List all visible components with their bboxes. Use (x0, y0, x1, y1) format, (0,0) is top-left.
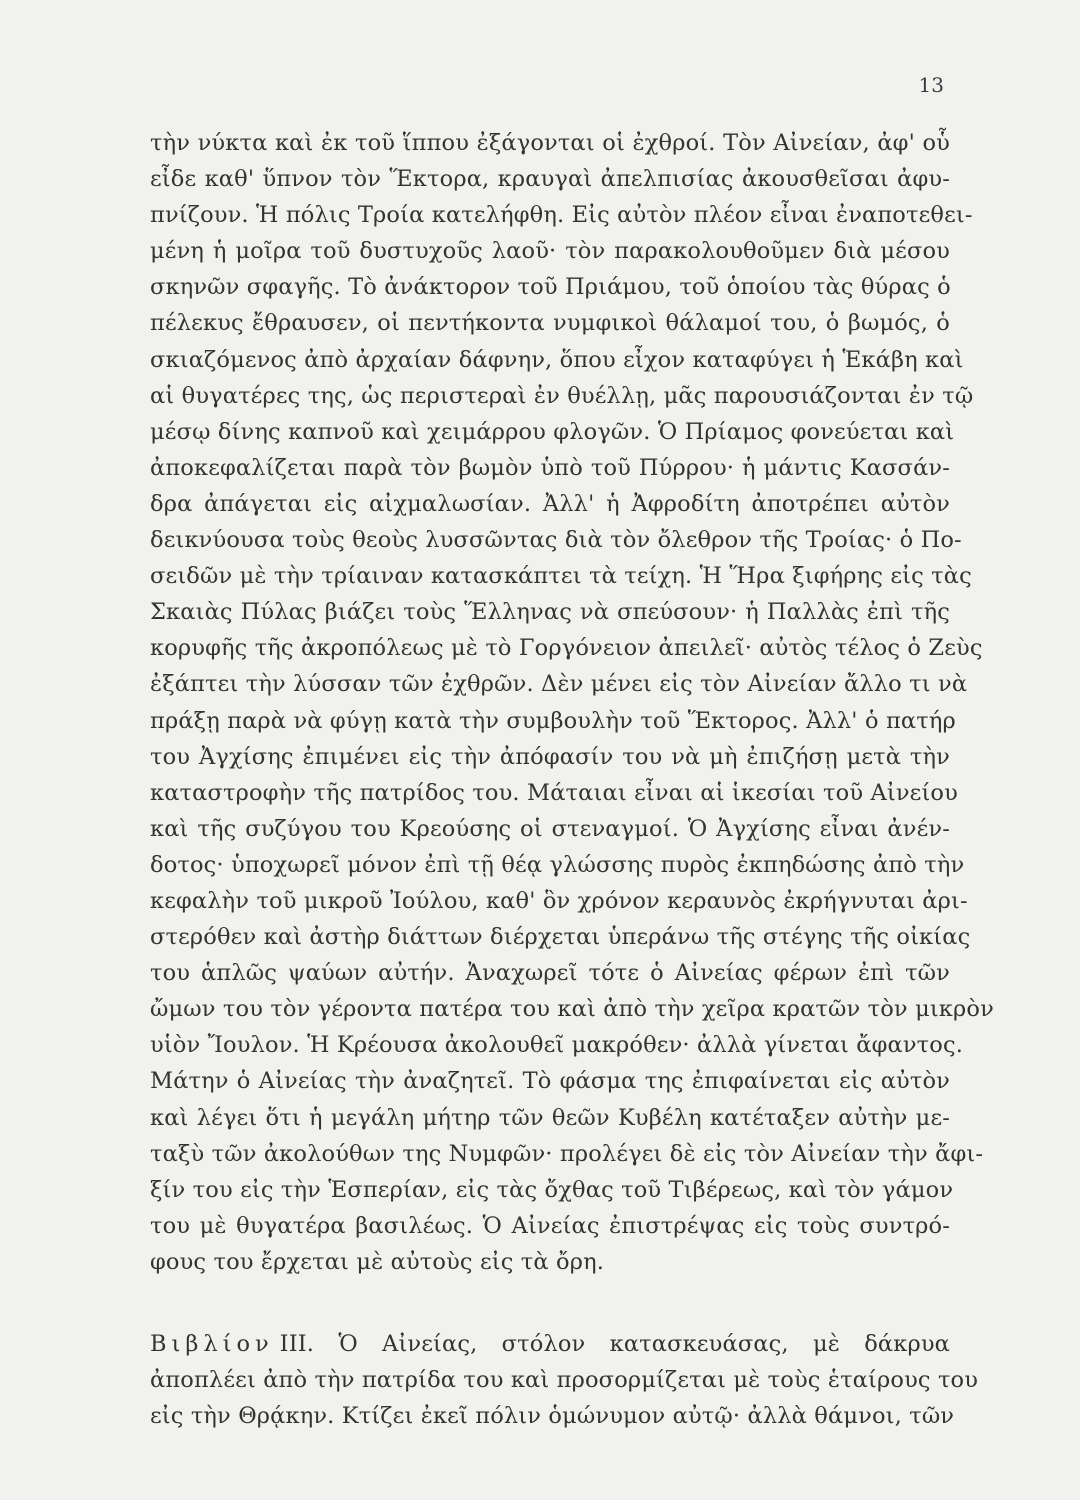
text-line: σκηνῶν σφαγῆς. Τὸ ἀνάκτορον τοῦ Πριάμου, τοῦ ὁποίου τὰς θύρας ὁ (150, 274, 951, 301)
text-line: σειδῶν μὲ τὴν τρίαιναν κατασκάπτει τὰ τείχη. Ἡ Ἥρα ξιφήρης εἰς τὰς (150, 563, 972, 590)
text-line: δοτος· ὑποχωρεῖ μόνον ἐπὶ τῇ θέᾳ γλώσσης πυρὸς ἐκπηδώσης ἀπὸ τὴν (150, 851, 965, 878)
book-heading: Βιβλίον (150, 1331, 274, 1357)
text-line: πράξῃ παρὰ νὰ φύγῃ κατὰ τὴν συμβουλὴν τοῦ Ἕκτορος. Ἀλλ' ὁ πατήρ (150, 707, 956, 734)
text-line: μέσῳ δίνης καπνοῦ καὶ χειμάρρου φλογῶν. Ὁ Πρίαμος φονεύεται καὶ (150, 418, 955, 445)
text-line: κεφαλὴν τοῦ μικροῦ Ἰούλου, καθ' ὃν χρόνον κεραυνὸς ἐκρήγνυται ἀρι- (150, 887, 968, 914)
text-line: τὴν νύκτα καὶ ἐκ τοῦ ἵππου ἐξάγονται οἱ ἐχθροί. Τὸν Αἰνείαν, ἀφ' οὗ (150, 130, 950, 156)
text-line: δρα ἀπάγεται εἰς αἰχμαλωσίαν. Ἀλλ' ἡ Ἀφροδίτη ἀποτρέπει αὐτὸν (150, 490, 950, 517)
text-line: Μάτην ὁ Αἰνείας τὴν ἀναζητεῖ. Τὸ φάσμα της ἐπιφαίνεται εἰς αὐτὸν (150, 1068, 950, 1095)
paragraph-gap (150, 1280, 950, 1326)
text-line (150, 1326, 950, 1362)
text-span: ΙΙΙ. Ὁ Αἰνείας, στόλον κατασκευάσας, μὲ δάκρυα (279, 1331, 950, 1357)
text-line: ταξὺ τῶν ἀκολούθων της Νυμφῶν· προλέγει δὲ εἰς τὸν Αἰνείαν τὴν ἄφι- (150, 1140, 984, 1167)
body-text (150, 125, 994, 1434)
text-line: φους του ἔρχεται μὲ αὐτοὺς εἰς τὰ ὄρη. (150, 1248, 605, 1275)
text-line: δεικνύουσα τοὺς θεοὺς λυσσῶντας διὰ τὸν ὄλεθρον τῆς Τροίας· ὁ Πο- (150, 527, 962, 554)
text-line: καταστροφὴν τῆς πατρίδος του. Μάταιαι εἶναι αἱ ἱκεσίαι τοῦ Αἰνείου (150, 779, 958, 806)
text-line: σκιαζόμενος ἀπὸ ἀρχαίαν δάφνην, ὅπου εἶχον καταφύγει ἡ Ἑκάβη καὶ (150, 346, 964, 373)
text-line: υἱὸν Ἴουλον. Ἡ Κρέουσα ἀκολουθεῖ μακρόθεν· ἀλλὰ γίνεται ἄφαντος. (150, 1032, 964, 1059)
text-line: εἶδε καθ' ὕπνον τὸν Ἕκτορα, κραυγαὶ ἀπελπισίας ἀκουσθεῖσαι ἀφυ- (150, 166, 950, 193)
text-line: μένη ἡ μοῖρα τοῦ δυστυχοῦς λαοῦ· τὸν παρακολουθοῦμεν διὰ μέσου (150, 238, 950, 265)
text-line: ξίν του εἰς τὴν Ἑσπερίαν, εἰς τὰς ὄχθας τοῦ Τιβέρεως, καὶ τὸν γάμον (150, 1176, 954, 1203)
text-line: του ἁπλῶς ψαύων αὐτήν. Ἀναχωρεῖ τότε ὁ Αἰνείας φέρων ἐπὶ τῶν (150, 960, 950, 987)
paragraph-1 (150, 125, 994, 1280)
text-line: ὤμων του τὸν γέροντα πατέρα του καὶ ἀπὸ τὴν χεῖρα κρατῶν τὸν μικρὸν (150, 996, 994, 1023)
text-line: αἱ θυγατέρες της, ὡς περιστεραὶ ἐν θυέλλῃ, μᾶς παρουσιάζονται ἐν τῷ (150, 382, 974, 409)
text-line: Σκαιὰς Πύλας βιάζει τοὺς Ἕλληνας νὰ σπεύσουν· ἡ Παλλὰς ἐπὶ τῆς (150, 599, 950, 626)
text-line: πνίζουν. Ἡ πόλις Τροία κατελήφθη. Εἰς αὐτὸν πλέον εἶναι ἐναποτεθει- (150, 202, 973, 229)
text-line: στερόθεν καὶ ἀστὴρ διάττων διέρχεται ὑπεράνω τῆς στέγης τῆς οἰκίας (150, 924, 971, 951)
paragraph-2 (150, 1326, 979, 1434)
text-line: καὶ τῆς συζύγου του Κρεούσης οἱ στεναγμοί. Ὁ Ἀγχίσης εἶναι ἀνέν- (150, 815, 950, 842)
text-line: του Ἀγχίσης ἐπιμένει εἰς τὴν ἀπόφασίν του νὰ μὴ ἐπιζήσῃ μετὰ τὴν (150, 743, 950, 770)
text-line: εἰς τὴν Θρᾴκην. Κτίζει ἐκεῖ πόλιν ὁμώνυμον αὐτῷ· ἀλλὰ θάμνοι, τῶν (150, 1403, 955, 1430)
text-line: ἀποπλέει ἀπὸ τὴν πατρίδα του καὶ προσορμίζεται μὲ τοὺς ἑταίρους του (150, 1367, 979, 1394)
text-line: ἐξάπτει τὴν λύσσαν τῶν ἐχθρῶν. Δὲν μένει εἰς τὸν Αἰνείαν ἄλλο τι νὰ (150, 671, 968, 698)
text-line: κορυφῆς τῆς ἀκροπόλεως μὲ τὸ Γοργόνειον ἀπειλεῖ· αὐτὸς τέλος ὁ Ζεὺς (150, 635, 983, 662)
text-line: ἀποκεφαλίζεται παρὰ τὸν βωμὸν ὑπὸ τοῦ Πύρρου· ἡ μάντις Κασσάν- (150, 454, 950, 481)
text-line: πέλεκυς ἔθραυσεν, οἱ πεντήκοντα νυμφικοὶ θάλαμοί του, ὁ βωμός, ὁ (150, 310, 950, 337)
text-line: του μὲ θυγατέρα βασιλέως. Ὁ Αἰνείας ἐπιστρέψας εἰς τοὺς συντρό- (150, 1212, 950, 1239)
text-line: καὶ λέγει ὅτι ἡ μεγάλη μήτηρ τῶν θεῶν Κυβέλη κατέταξεν αὐτὴν με- (150, 1104, 950, 1131)
page-number: 13 (918, 73, 944, 97)
